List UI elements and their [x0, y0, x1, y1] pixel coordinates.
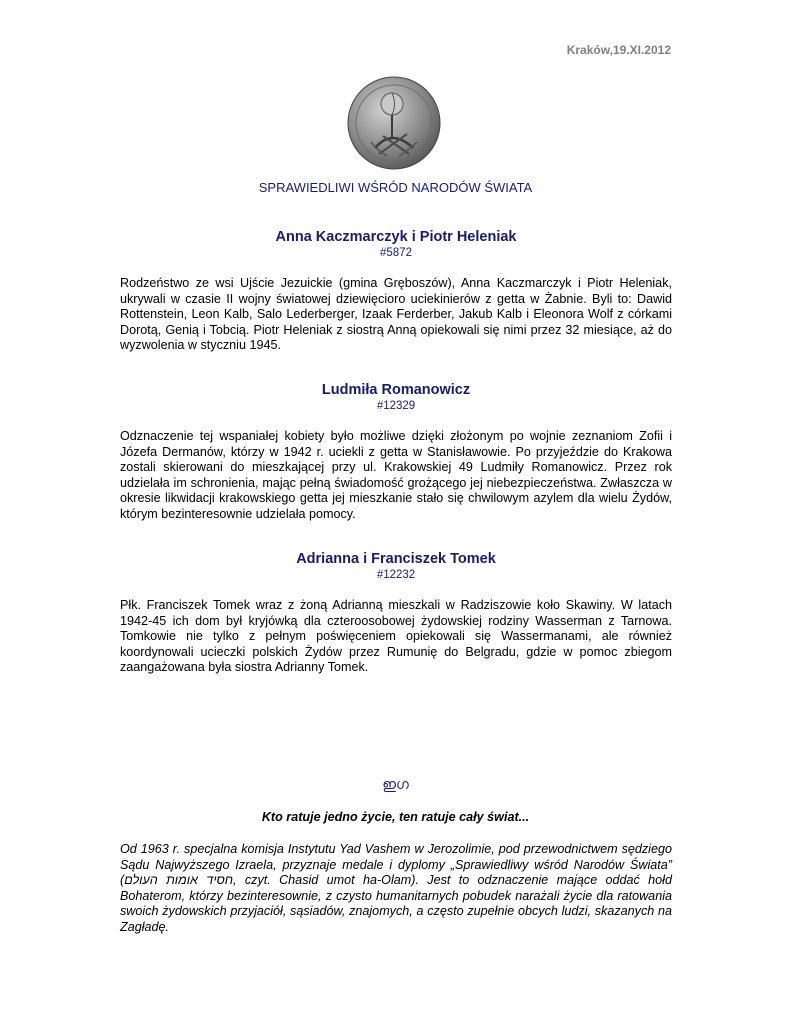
entry-name: Ludmiła Romanowicz — [321, 382, 471, 398]
ornament-divider: ഇഗ — [382, 776, 409, 792]
entry-kaczmarczyk-heleniak — [120, 229, 672, 354]
entry-text: Płk. Franciszek Tomek wraz z żoną Adrianną mieszkali w Radziszowie koło Skawiny. W latach 1942-45 ich dom był kryjówką dla czteroosobowej żydowskiej rodziny Wasserman z Tarnowa. Tomkowie nie tylko z pełnym poświęceniem opiekowali się Wassermanami, ale również koordynowali ucieczki polskich Żydów przez Rumunię do Belgradu, gdzie w pomoc zbiegom zaangażowana była siostra Adrianny Tomek. — [120, 598, 672, 675]
entry-number: #12232 — [376, 569, 416, 581]
entry-number: #5872 — [380, 247, 412, 259]
medal-icon — [347, 76, 441, 170]
entry-tomek — [120, 551, 672, 676]
entry-number: #12329 — [376, 400, 416, 412]
entry-text: Odznaczenie tej wspaniałej kobiety było możliwe dzięki złożonym po wojnie zeznaniom Zofii i Józefa Dermanów, którzy w 1942 r. uciekli z getta w Stanisławowie. Po przyjeździe do Krakowa zostali skierowani do mieszkającej przy ul. Krakowskiej 49 Ludmiły Romanowicz. Przez rok udzielała im schronienia, mając pełną świadomość grożącego jej niebezpieczeństwa. Zwłaszcza w okresie likwidacji krakowskiego getta jej mieszkanie stało się chwilowym azylem dla wielu Żydów, którym bezinteresownie udzielała pomocy. — [120, 429, 672, 521]
document-date: Kraków,19.XI.2012 — [566, 43, 671, 57]
footer-paragraph: Od 1963 r. specjalna komisja Instytutu Yad Vashem w Jerozolimie, pod przewodnictwem sędziego Sądu Najwyższego Izraela, przyznaje medale i dyplomy „Sprawiedliwy wśród Narodów Świata” (חסיד אומות העולם, czyt. Chasid umot ha-Olam). Jest to odznaczenie mające oddać hołd Bohaterom, którzy bezinteresownie, z czysto humanitarnych pobudek narażali życie dla ratowania swoich żydowskich przyjaciół, sąsiadów, znajomych, a często zupełnie obcych ludzi, skazanych na Zagładę. — [120, 842, 672, 934]
entry-romanowicz — [120, 382, 672, 523]
entry-name: Adrianna i Franciszek Tomek — [296, 551, 496, 567]
motto: Kto ratuje jedno życie, ten ratuje cały świat... — [261, 810, 530, 824]
entry-name: Anna Kaczmarczyk i Piotr Heleniak — [275, 229, 517, 245]
section-title: SPRAWIEDLIWI WŚRÓD NARODÓW ŚWIATA — [258, 180, 533, 195]
entry-text: Rodzeństwo ze wsi Ujście Jezuickie (gmina Gręboszów), Anna Kaczmarczyk i Piotr Heleniak, ukrywali w czasie II wojny światowej dziewięcioro uciekinierów z getta w Żabnie. Byli to: Dawid Rottenstein, Leon Kalb, Salo Lederberger, Izaak Ferderber, Jakub Kalb i Eleonora Wolf z córkami Dorotą, Genią i Tobcią. Piotr Heleniak z siostrą Anną opiekowali się nimi przez 32 miesiące, aż do wyzwolenia w styczniu 1945. — [120, 276, 672, 353]
